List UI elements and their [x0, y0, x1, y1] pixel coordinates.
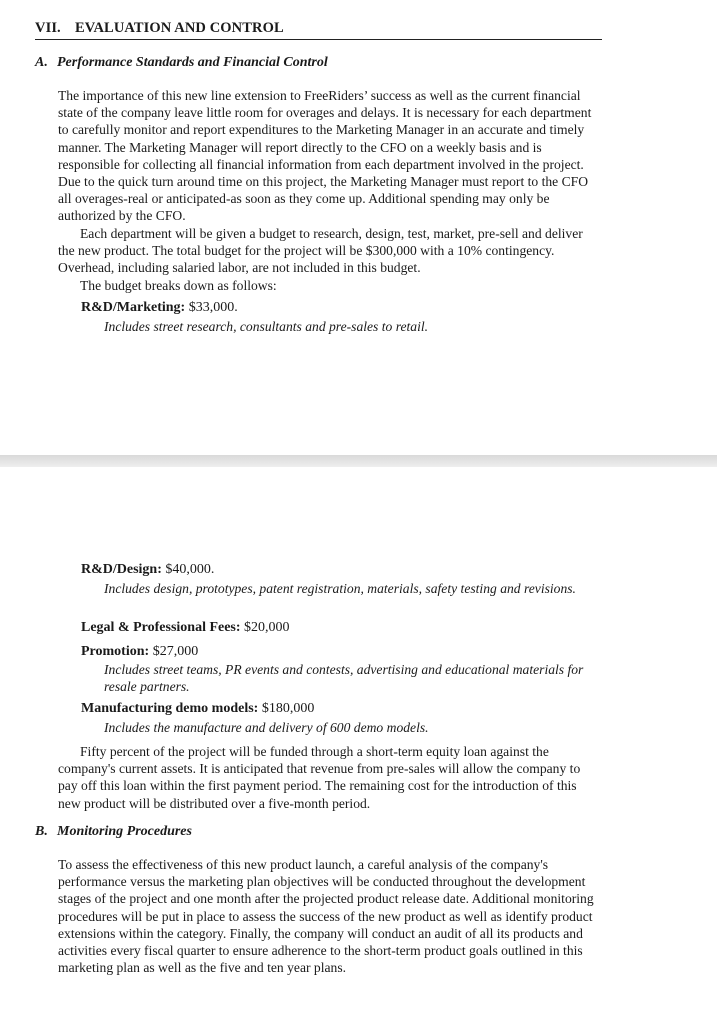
budget-item-rd-design: [81, 562, 214, 578]
document-page-1: [0, 0, 717, 455]
paragraph-financial-control: The importance of this new line extension to FreeRiders’ success as well as the current financial state of the company leave little room for overages and delays. It is necessary for each department to carefully monitor and report expenditures to the Marketing Manager in an accurate and timely manner. The Marketing Manager will report directly to the CFO on a weekly basis and is responsible for collecting all financial information from each department involved in the project. Due to the quick turn around time on this project, the Marketing Manager must report to the CFO all overages-real or anticipated-as soon as they come up. Additional spending may only be authorized by the CFO.: [58, 88, 592, 224]
budget-item-amount: $180,000: [261, 701, 315, 716]
subsection-a-letter: A.: [35, 55, 48, 70]
budget-item-amount: $20,000: [244, 620, 290, 635]
budget-item-description: Includes street research, consultants and pre-sales to retail.: [104, 319, 429, 334]
budget-item-description: Includes the manufacture and delivery of 600 demo models.: [104, 720, 429, 735]
budget-item-description: Includes design, prototypes, patent registration, materials, safety testing and revisions.: [104, 581, 576, 596]
budget-item-manufacturing: [81, 701, 314, 717]
paragraph-monitoring: To assess the effectiveness of this new product launch, a careful analysis of the company's performance versus the marketing plan objectives will be conducted throughout the development stages of the project and one month after the projected product release date. Additional monitoring procedures will be put in place to assess the success of the new product as well as identify product extensions within the category. Finally, the company will conduct an audit of all its products and activities every fiscal quarter to ensure adherence to the short-term product goals outlined in this marketing plan as well as the five and ten year plans.: [58, 857, 594, 976]
section-heading: [35, 20, 602, 40]
document-page-2: [0, 467, 717, 1024]
budget-item-promotion: [81, 644, 198, 660]
subsection-a-heading: [35, 55, 328, 71]
budget-item-amount: $40,000.: [165, 562, 215, 577]
section-title: EVALUATION AND CONTROL: [75, 20, 284, 36]
budget-item-label: R&D/Design:: [81, 562, 162, 577]
budget-item-rd-marketing: [81, 300, 238, 316]
budget-item-amount: $27,000: [152, 644, 199, 659]
page-separator: [0, 455, 717, 467]
subsection-b-letter: B.: [35, 824, 48, 839]
budget-item-label: Legal & Professional Fees:: [81, 620, 241, 635]
budget-item-legal: [81, 620, 290, 636]
budget-item-label: R&D/Marketing:: [81, 300, 186, 315]
paragraph-funding: Fifty percent of the project will be funded through a short-term equity loan against the company's current assets. It is anticipated that revenue from pre-sales will allow the company to pay off this loan within the first payment period. The remaining cost for the introduction of this new product will be distributed over a five-month period.: [58, 744, 581, 811]
section-number: VII.: [35, 20, 61, 36]
budget-item-label: Manufacturing demo models:: [81, 701, 259, 716]
budget-item-label: Promotion:: [81, 644, 150, 659]
subsection-b-title: Monitoring Procedures: [57, 824, 192, 839]
budget-item-amount: $33,000.: [188, 300, 238, 315]
subsection-a-title: Performance Standards and Financial Control: [57, 55, 328, 70]
subsection-b-heading: [35, 824, 192, 840]
paragraph-budget-breakdown: The budget breaks down as follows:: [80, 278, 277, 293]
budget-item-description: Includes street teams, PR events and contests, advertising and educational materials for resale partners.: [104, 662, 584, 695]
paragraph-budget-intro: Each department will be given a budget to research, design, test, market, pre-sell and deliver the new product. The total budget for the project will be $300,000 with a 10% contingency. Overhead, including salaried labor, are not included in this budget.: [58, 226, 583, 276]
